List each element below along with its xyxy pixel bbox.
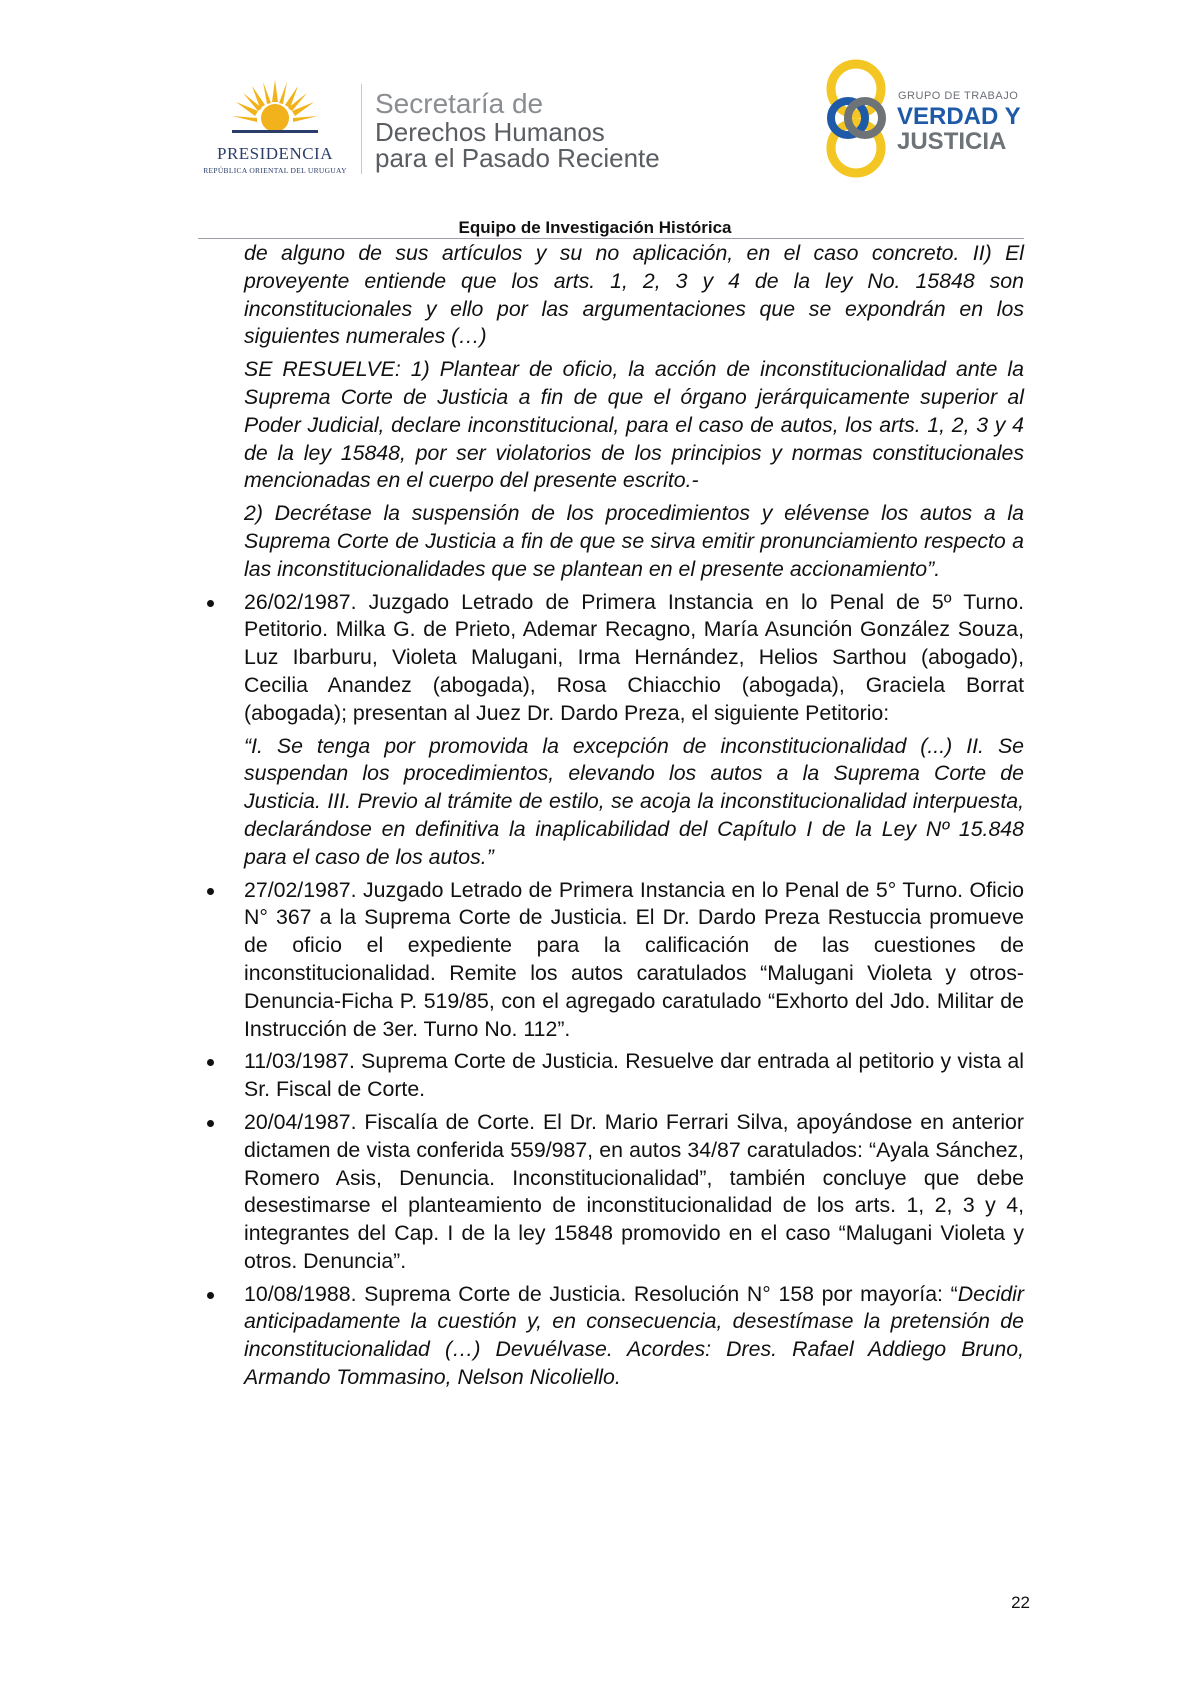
secretaria-line-2: Derechos Humanos bbox=[375, 116, 605, 147]
sun-icon bbox=[232, 78, 318, 140]
presidencia-logo bbox=[196, 78, 354, 178]
list-item bbox=[244, 877, 1024, 1044]
list-item bbox=[244, 1109, 1024, 1276]
bullet-icon bbox=[207, 1120, 214, 1127]
header-divider bbox=[361, 84, 362, 174]
list-item-text: 11/03/1987. Suprema Corte de Justicia. Resuelve dar entrada al petitorio y vista al Sr. Fiscal de Corte. bbox=[244, 1049, 1024, 1102]
presidencia-subtitle: REPÚBLICA ORIENTAL DEL URUGUAY bbox=[203, 166, 347, 175]
secretaria-line-1: Secretaría de bbox=[375, 88, 544, 119]
grupo-line-3: JUSTICIA bbox=[897, 128, 1007, 155]
list-item-text: 27/02/1987. Juzgado Letrado de Primera Instancia en lo Penal de 5° Turno. Oficio N° 367 a la Suprema Corte de Justicia. El Dr. Dardo Preza Restuccia promueve de oficio el expediente para la calificación de las cuestiones de inconstitucionalidad. Remite los autos caratulados “Malugani Violeta y otros-Denuncia-Ficha P. 519/85, con el agregado caratulado “Exhorto del Jdo. Militar de Instrucción de 3er. Turno No. 112”. bbox=[244, 877, 1024, 1041]
list-item bbox=[244, 1048, 1024, 1104]
list-item bbox=[244, 1281, 1024, 1392]
list-item bbox=[244, 589, 1024, 872]
secretaria-line-3: para el Pasado Reciente bbox=[375, 143, 660, 174]
grupo-line-1: GRUPO DE TRABAJO bbox=[898, 90, 1019, 102]
header-rule bbox=[198, 238, 1024, 239]
list-item-text: 20/04/1987. Fiscalía de Corte. El Dr. Mario Ferrari Silva, apoyándose en anterior dictamen de vista conferida 559/987, en autos 34/87 caratulados: “Ayala Sánchez, Romero Asis, Denuncia. Inconstitucionalidad”, también concluye que debe desestimarse el planteamiento de inconstitucionalidad de los arts. 1, 2, 3 y 4, integrantes del Cap. I de la ley 15848 promovido en el caso “Malugani Violeta y otros. Denuncia”. bbox=[244, 1109, 1024, 1273]
bullet-icon bbox=[207, 1059, 214, 1066]
presidencia-name: PRESIDENCIA bbox=[216, 144, 333, 163]
bullet-icon bbox=[207, 1292, 214, 1299]
list-item-text-prefix: 10/08/1988. Suprema Corte de Justicia. Resolución N° 158 por mayoría: “ bbox=[244, 1281, 958, 1306]
page-header bbox=[0, 0, 1190, 215]
list-item-text: 26/02/1987. Juzgado Letrado de Primera Instancia en lo Penal de 5º Turno. Petitorio. Milka G. de Prieto, Ademar Recagno, María Asunción González Souza, Luz Ibarburu, Violeta Malugani, Irma Hernández, Helios Sarthou (abogado), Cecilia Anandez (abogada), Rosa Chiacchio (abogada), Graciela Borrat (abogada); presentan al Juez Dr. Dardo Preza, el siguiente Petitorio: bbox=[244, 589, 1024, 725]
grupo-line-2: VERDAD Y bbox=[897, 103, 1021, 130]
list-item-text-quote: Decidir anticipadamente la cuestión y, en consecuencia, desestímase la pretensión de inconstitucionalidad (…) Devuélvase. Acordes: Dres. Rafael Addiego Bruno, Armando Tommasino, Nelson Nicoliello. bbox=[244, 1281, 1024, 1390]
list-item-quote: “I. Se tenga por promovida la excepción de inconstitucionalidad (...) II. Se suspendan los procedimientos, elevando los autos a la Suprema Corte de Justicia. III. Previo al trámite de estilo, se acoja la inconstitucionalidad interpuesta, declarándose en definitiva la inaplicabilidad del Capítulo I de la Ley Nº 15.848 para el caso de los autos.” bbox=[244, 733, 1024, 869]
bullet-icon bbox=[207, 600, 214, 607]
document-body bbox=[244, 240, 1024, 1397]
bullet-icon bbox=[207, 888, 214, 895]
interlocked-rings-icon bbox=[820, 56, 892, 181]
secretaria-wordmark bbox=[375, 90, 660, 172]
page-number: 22 bbox=[1011, 1593, 1030, 1612]
list-item-text bbox=[244, 1281, 1024, 1392]
grupo-verdad-justicia-logo bbox=[820, 56, 1035, 181]
quote-paragraph: SE RESUELVE: 1) Plantear de oficio, la acción de inconstitucionalidad ante la Suprema Corte de Justicia a fin de que el órgano jerárquicamente superior al Poder Judicial, declare inconstitucional, para el caso de autos, los arts. 1, 2, 3 y 4 de la ley 15848, por ser violatorios de los principios y normas constitucionales mencionadas en el cuerpo del presente escrito.- bbox=[244, 357, 1024, 493]
team-title: Equipo de Investigación Histórica bbox=[458, 218, 732, 237]
quote-paragraph: de alguno de sus artículos y su no aplicación, en el caso concreto. II) El proveyente entiende que los arts. 1, 2, 3 y 4 de la ley No. 15848 son inconstitucionales y ello por las argumentaciones que se expondrán en los siguientes numerales (…) bbox=[244, 241, 1024, 349]
quote-paragraph: 2) Decrétase la suspensión de los procedimientos y elévense los autos a la Suprema Corte de Justicia a fin de que se sirva emitir pronunciamiento respecto a las inconstitucionalidades que se plantean en el presente accionamiento”. bbox=[244, 501, 1024, 581]
